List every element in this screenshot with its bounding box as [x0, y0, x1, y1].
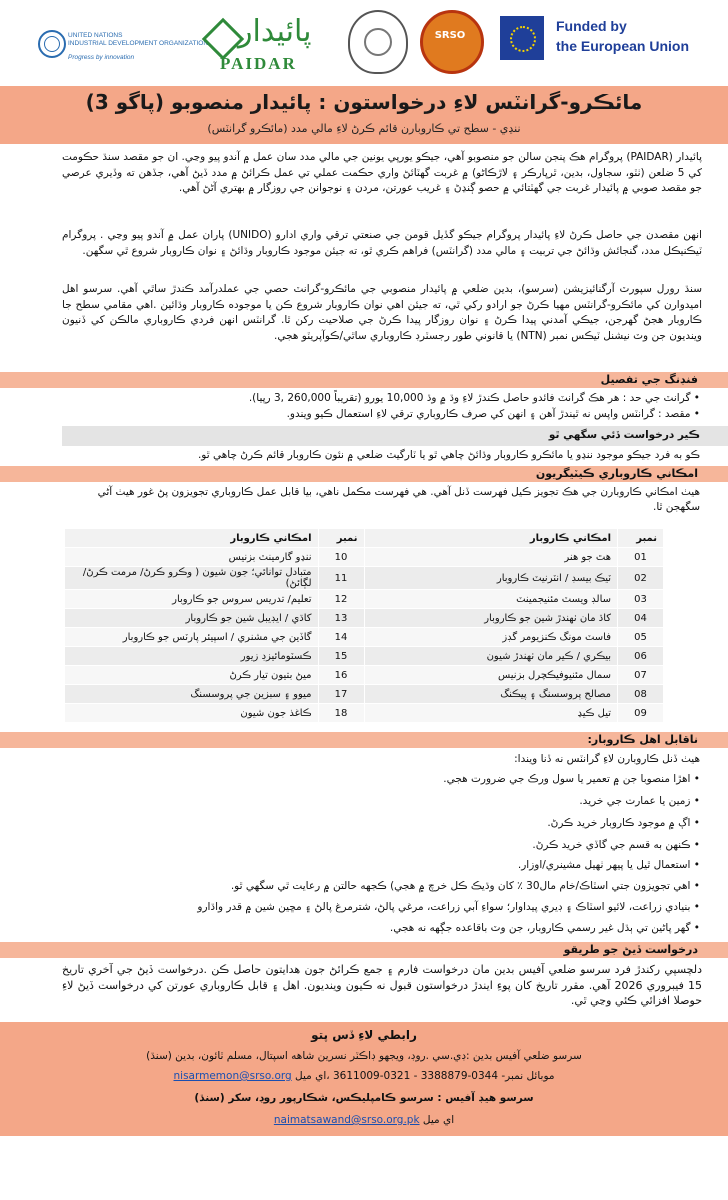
- district-office-address: سرسو ضلعي آفيس بدين :ڊي.سي .روڊ، ويجهو ڊاڪٽر نسرين شاهه اسپتال، مسلم ٽائون، بدين (سنڌ): [146, 1050, 582, 1062]
- who-can-apply-text: ڪو به فرد جيڪو موجود ننڍو يا مائڪرو ڪاروبار وڌائڻ چاهي ٿو يا ٽارگيٽ ضلعي ۾ نئون ڪاروبار قائم ڪرڻ چاهي ٿو.: [197, 449, 700, 461]
- unido-line-2: INDUSTRIAL DEVELOPMENT ORGANIZATION: [68, 40, 209, 47]
- un-emblem-icon: [38, 30, 66, 58]
- table-row: 09 تيل ڪيڍ 18 ڪاغذ جون شيون: [65, 704, 664, 723]
- funding-bullet-2: • مقصد : گرانٽس واپس نه ٿيندڙ آهن ۽ انهن کي صرف ڪاروباري ترقي لاءِ استعمال ڪيو ويندو.: [286, 408, 700, 420]
- funding-heading: فنڊنگ جي تفصيل: [0, 372, 728, 388]
- srso-logo: [418, 8, 484, 78]
- apply-heading: درخواست ڏيڻ جو طريقو: [0, 942, 728, 958]
- categories-heading: امڪاني ڪاروباري ڪيٽيگريون: [0, 466, 728, 482]
- unido-line-1: UNITED NATIONS: [68, 32, 123, 39]
- email-link-1[interactable]: nisarmemon@srso.org: [173, 1070, 292, 1082]
- sindh-seal-icon: [348, 10, 408, 74]
- ineligible-item: • اهي تجويزون جتي اسٽاڪ/خام مال30 ٪ کان وڌيڪ ڪل خرچ ۾ هجي) ڪجهه حالتن ۾ رعايت ٿي سگهي ٿو.: [230, 880, 700, 892]
- table-row: 02 ٽيڪ بيسڊ / انٽرنيٽ ڪاروبار 11 متبادل توانائي؛ جون شيون ( وڪرو ڪرڻ/ مرمت ڪرڻ/ لڳائڻ): [65, 567, 664, 590]
- business-categories-table: [64, 528, 664, 723]
- unido-logo: [38, 8, 208, 78]
- page-subtitle: ننڍي - سطح تي ڪاروبارن قائم ڪرڻ لاءِ مالي مدد (مائڪرو گرانٽس): [207, 122, 521, 135]
- ineligible-item: • گهر پاڻين تي ٻڌل غير رسمي ڪاروبار، جن وٽ باقاعده جڳهه نه هجي.: [389, 922, 700, 934]
- page-title: مائڪرو-گرانٽس لاءِ درخواستون : پائيدار منصوبو (پاگو 3): [85, 90, 643, 114]
- eu-flag-icon: [500, 16, 544, 60]
- srso-emblem-icon: [420, 10, 484, 74]
- ineligible-item: • بنيادي زراعت، لائيو اسٽاڪ ۽ ڊيري پيداوار؛ سواءِ آبي زراعت، مرغي پالڻ، شترمرغ پالڻ ۽ مڇين شين ۾ قدر واڌارو: [197, 901, 700, 913]
- intro-paragraph-2: انهن مقصدن جي حاصل ڪرڻ لاءِ پائيدار پروگرام جيڪو گڏيل قومن جي صنعتي ترقي واري ادارو (UNIDO) پاران عمل ۾ آندو پيو وڃي . پروگرام ٽيڪنيڪل مدد، گنجائش وڌائڻ جي تربيت ۽ مالي مدد (گرانٽس) فراهم ڪري ٿو، ته جيئن موجود ڪاروبار وڌائڻ ۽ نوان ڪاروبار شروع ٿي سگهن.: [62, 229, 702, 257]
- table-row: 04 کاڌ مان ٺهندڙ شين جو ڪاروبار 13 کاڌي / ايڊيبل شين جو ڪاروبار: [65, 609, 664, 628]
- eu-logo: [500, 8, 700, 78]
- mobile-numbers: موبائل نمبر- 0344-3388879 - 0321-3611009 ،اي ميل: [295, 1070, 555, 1082]
- head-office-address: سرسو هيڊ آفيس : سرسو ڪامپليڪس، شڪارپور روڊ، سکر (سنڌ): [194, 1092, 534, 1104]
- table-row: 03 سالڊ ويسٽ مئنيجمينٽ 12 تعليم/ تدريس سروس جو ڪاروبار: [65, 590, 664, 609]
- contact-heading: رابطي لاءِ ڏس پتو: [311, 1028, 417, 1042]
- intro-paragraph-3: سنڌ رورل سپورٽ آرگنائيزيشن (سرسو)، بدين ضلعي ۾ پائيدار منصوبي جي مائڪرو-گرانٽ حصي جي عملدرآمد ڪندڙ ساٿي آهي. سرسو اهل اميدوارن کي مائڪرو-گرانٽس مهيا ڪرڻ جو ارادو رکي ٿي، ته جيئن اهي نوان ڪاروبار شروع ڪن يا موجوده ڪاروبار وڌائين .اهي مقامي سطح جا ڪاروبار هجڻ گهرجن، جيڪي آمدني پيدا ڪرڻ ۽ نوان روزگار پيدا ڪرڻ جي صلاحيت رکن ٿا. گرانٽس انهن فردي ڪاروباري مالڪن کي ڏنيون وينديون جن وٽ نيشنل ٽيڪس نمبر (NTN) يا قانوني طور رجسٽرڊ ڪاروباري ساٿي/ڪوآپريٽو هجي.: [62, 283, 702, 342]
- contact-footer: [0, 1022, 728, 1136]
- paidar-logo: [208, 8, 326, 78]
- eu-funded-text: Funded by the European Union: [556, 18, 689, 54]
- col-number-1: نمبر: [618, 529, 664, 548]
- table-row: 01 هٿ جو هنر 10 ننڍو گارمينٽ بزنيس: [65, 548, 664, 567]
- intro-paragraph-1: پائيدار (PAIDAR) پروگرام هڪ پنجن سالن جو منصوبو آهي، جيڪو يورپي يونين جي مالي مدد سان عمل ۾ آندو پيو وڃي. ان جو مقصد سنڌ حڪومت کي 5 ضلعن (ٺٽو، سجاول، بدين، ٿرپارڪر ۽ لاڙڪاڻو) ۾ غربت گھٽائڻ واري حڪمت عملي تي عمل ڪرائڻ ۾ مدد ڏيڻ آهي، جڏهن ته وڏيري عرصي جو مقصد صوبي ۾ پائيدار غربت جي گھٽتائي ۾ حصو ڳنڍڻ ۽ غريب عورتن، مردن ۽ نوجوانن جي روزگار ۾ بهتري آڻڻ آهي.: [62, 151, 703, 194]
- table-row: 06 بيڪري / ڪير مان ٺهندڙ شيون 15 ڪسٽومائيزڊ زيور: [65, 647, 664, 666]
- ineligible-intro: هيٺ ڏنل ڪاروبارن لاءِ گرانٽس نه ڏنا ويندا:: [514, 753, 700, 765]
- table-row: 05 فاسٽ مونگ ڪنزيومر گڊز 14 گاڏين جي مشنري / اسپيئر پارٽس جو ڪاروبار: [65, 628, 664, 647]
- mobile-and-email-line: [0, 1070, 728, 1082]
- email-link-2[interactable]: naimatsawand@srso.org.pk: [273, 1114, 420, 1126]
- paidar-logo-urdu: پائیدار: [238, 14, 312, 49]
- paidar-logo-english: PAIDAR: [220, 54, 297, 73]
- col-business-2: امڪاني ڪاروبار: [65, 529, 319, 548]
- apply-text: دلچسپي رکندڙ فرد سرسو ضلعي آفيس بدين مان درخواست فارم ۽ جمع ڪرائڻ جون هدايتون حاصل ڪن .درخواست ڏيڻ جي آخري تاريخ 15 فيبروري 2026 آهي. مقرر تاريخ کان پوءِ ايندڙ درخواستون قبول نه ڪيون وينديون. اهل ۽ قابل ڪاروباري عورتن کي درخواست ڏيڻ لاءِ حوصلا افزائي ڪئي وڃي ٿي.: [62, 963, 702, 1007]
- title-band: [0, 86, 728, 144]
- who-can-apply-heading: ڪير درخواست ڏئي سگهي ٿو: [548, 429, 700, 441]
- srso-logo-text: SRSO: [434, 30, 466, 41]
- col-number-2: نمبر: [318, 529, 364, 548]
- ineligible-item: • اڳ ۾ موجود ڪاروبار خريد ڪرڻ.: [547, 817, 700, 829]
- categories-intro: هيٺ امڪاني ڪاروبارن جي هڪ تجويز ڪيل فهرست ڏنل آهي. هي فهرست مڪمل ناهي، بيا قابل عمل ڪاروباري تجويزون پڻ غور هيٺ آڻي سگهجن ٿا.: [97, 486, 700, 513]
- ineligible-heading: ناقابل اهل ڪاروبار:: [0, 732, 728, 748]
- table-row: 07 سمال مئنيوفيڪچرل بزنيس 16 ميڻ بتيون تيار ڪرڻ: [65, 666, 664, 685]
- ineligible-item: • اهڙا منصوبا جن ۾ تعمير يا سول ورڪ جي ضرورت هجي.: [443, 773, 700, 785]
- unido-tagline: Progress by innovation: [68, 54, 135, 61]
- funding-bullet-1: • گرانٽ جي حد : هر هڪ گرانٽ فائدو حاصل ڪندڙ لاءِ وڌ ۾ وڌ 10,000 يورو (تقريباً 260,000 ,3 رپيا).: [248, 392, 700, 404]
- col-business-1: امڪاني ڪاروبار: [364, 529, 618, 548]
- ineligible-item: • استعمال ٿيل يا پيهر ٺهيل مشينري/اوزار.: [517, 859, 700, 871]
- sindh-government-logo: [344, 8, 410, 78]
- head-office-email-line: [0, 1114, 728, 1126]
- ineligible-item: • ڪنهن به قسم جي گاڏي خريد ڪرڻ.: [532, 839, 700, 851]
- table-header-row: [65, 529, 664, 548]
- table-row: 08 مصالح پروسسنگ ۽ پيڪنگ 17 ميوو ۽ سبزين جي پروسسنگ: [65, 685, 664, 704]
- logo-strip: [0, 0, 728, 86]
- ineligible-item: • زمين يا عمارت جي خريد.: [579, 795, 700, 807]
- email-label: اي ميل: [422, 1114, 455, 1126]
